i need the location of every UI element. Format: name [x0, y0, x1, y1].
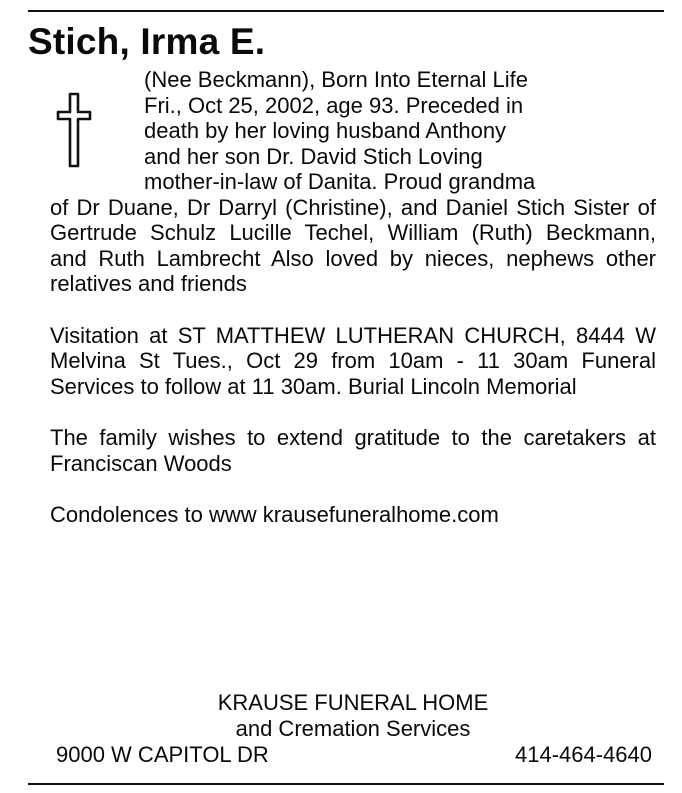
funeral-home-contact — [50, 742, 656, 768]
gratitude-paragraph: The family wishes to extend gratitude to the caretakers at Franciscan Woods — [50, 425, 656, 476]
funeral-home-services: and Cremation Services — [235, 716, 471, 741]
obituary-line: mother-in-law of Danita. Proud grandma — [144, 169, 536, 194]
deceased-name: Stich, Irma E. — [28, 21, 266, 62]
condolences-paragraph: Condolences to www krausefuneralhome.com — [50, 502, 499, 527]
funeral-home-name: KRAUSE FUNERAL HOME — [217, 690, 489, 715]
obituary-paragraph — [50, 67, 656, 297]
obituary-notice — [28, 10, 664, 780]
obituary-line: death by her loving husband Anthony — [144, 118, 507, 143]
funeral-home-phone: 414-464-4640 — [514, 742, 652, 767]
obituary-body — [50, 67, 656, 528]
obituary-line: (Nee Beckmann), Born Into Eternal Life — [144, 67, 528, 92]
obituary-continuation: of Dr Duane, Dr Darryl (Christine), and Daniel Stich Sister of Gertrude Schulz Lucille Techel, William (Ruth) Beckmann, and Ruth Lambrecht Also loved by nieces, nephews other relatives and friends — [50, 194, 656, 296]
funeral-home-block — [50, 690, 656, 768]
obituary-line: and her son Dr. David Stich Loving — [144, 143, 483, 169]
obituary-line: Fri., Oct 25, 2002, age 93. Preceded in — [144, 92, 524, 118]
funeral-home-address: 9000 W CAPITOL DR — [56, 742, 269, 767]
bottom-divider — [28, 783, 664, 785]
visitation-paragraph: Visitation at ST MATTHEW LUTHERAN CHURCH, 8444 W Melvina St Tues., Oct 29 from 10am - 11 30am Funeral Services to follow at 11 30am. Burial Lincoln Memorial — [50, 322, 656, 399]
top-divider — [28, 10, 664, 12]
